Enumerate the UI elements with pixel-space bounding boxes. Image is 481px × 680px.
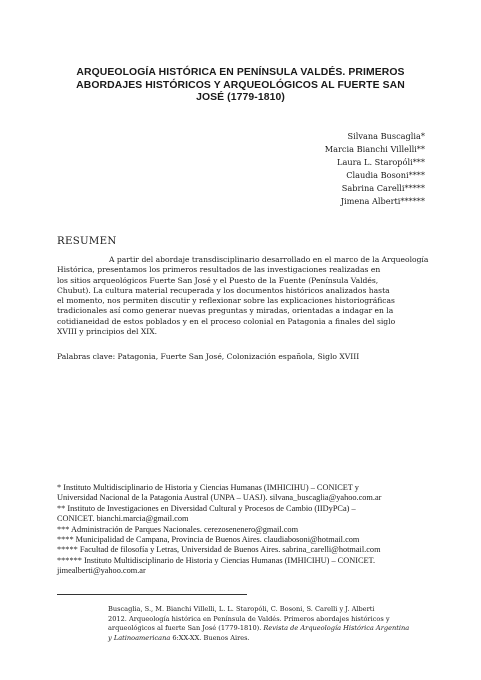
citation-line: Buscaglia, S., M. Bianchi Villelli, L. L. Staropóli, C. Bosoni, S. Carelli y J. Alberti — [108, 605, 375, 613]
title-line: JOSÉ (1779-1810) — [196, 92, 285, 103]
affiliation-line: *** Administración de Parques Nacionales. cerezosenenero@gmail.com — [57, 524, 299, 534]
abstract-line: Chubut). La cultura material recuperada y los documentos históricos analizados hasta — [57, 285, 390, 295]
abstract-line: tradicionales así como generar nuevas preguntas y miradas, orientadas a indagar en la — [57, 306, 394, 316]
article-title — [50, 67, 431, 105]
affiliation-line: Universidad Nacional de la Patagonia Austral (UNPA – UASJ). silvana_buscaglia@yahoo.com.ar — [57, 493, 382, 503]
citation-text: 6:XX-XX. Buenos Aires. — [170, 633, 250, 642]
title-line: ARQUEOLOGÍA HISTÓRICA EN PENÍNSULA VALDÉS. PRIMEROS — [76, 67, 405, 78]
affiliation-footnotes — [57, 483, 437, 577]
author-name: Jimena Alberti****** — [340, 196, 425, 206]
author-name: Sabrina Carelli***** — [341, 183, 425, 193]
author-list — [325, 130, 425, 208]
keywords: Palabras clave: Patagonia, Fuerte San José, Colonización española, Siglo XVIII — [57, 352, 360, 361]
author-name: Laura L. Staropóli*** — [337, 157, 425, 167]
abstract-line: A partir del abordaje transdisciplinario desarrollado en el marco de la Arqueología — [109, 255, 429, 264]
abstract-line: los sitios arqueológicos Fuerte San José y el Puesto de la Fuente (Península Valdés, — [57, 275, 379, 285]
abstract-line: cotidianeidad de estos poblados y en el proceso colonial en Patagonia a finales del siglo — [57, 316, 396, 326]
journal-title-continued: y Latinoamericana — [108, 633, 171, 642]
citation-text: arqueológicos al fuerte San José (1779-1810). — [108, 624, 264, 633]
journal-title: Revista de Arqueología Histórica Argentina — [263, 624, 410, 633]
affiliation-line: ***** Facultad de filosofía y Letras, Universidad de Buenos Aires. sabrina_carelli@hotmail.com — [57, 545, 381, 555]
citation-block — [108, 605, 426, 643]
abstract-line: Histórica, presentamos los primeros resultados de las investigaciones realizadas en — [57, 265, 381, 275]
citation-line — [108, 624, 426, 634]
title-line: ABORDAJES HISTÓRICOS Y ARQUEOLÓGICOS AL FUERTE SAN — [76, 79, 405, 91]
affiliation-line: ** Instituto de Investigaciones en Diversidad Cultural y Procesos de Cambio (IIDyPCa) – — [57, 503, 356, 513]
affiliation-line: **** Municipalidad de Campana, Provincia de Buenos Aires. claudiabosoni@hotmail.com — [57, 535, 360, 545]
abstract-heading: RESUMEN — [57, 236, 117, 247]
abstract-line: el momento, nos permiten discutir y reflexionar sobre las explicaciones historiográficas — [57, 296, 395, 306]
affiliation-line: CONICET. bianchi.marcia@gmail.com — [57, 514, 189, 524]
abstract-line: XVIII y principios del XIX. — [57, 327, 158, 337]
abstract-text — [57, 255, 429, 337]
author-name: Claudia Bosoni**** — [346, 170, 425, 180]
author-name: Marcia Bianchi Villelli** — [324, 144, 425, 154]
affiliation-line: * Instituto Multidisciplinario de Historia y Ciencias Humanas (IMHICIHU) – CONICET y — [57, 483, 359, 492]
author-name: Silvana Buscaglia* — [347, 131, 425, 141]
affiliation-line: ****** Instituto Multidisciplinario de Historia y Ciencias Humanas (IMHICIHU) – CONICET. — [57, 555, 376, 565]
citation-line: 2012. Arqueología histórica en Península de Valdés. Primeros abordajes históricos y — [108, 614, 390, 623]
affiliation-line: jimealberti@yahoo.com.ar — [57, 566, 146, 576]
footnote-divider — [57, 594, 247, 595]
citation-line — [108, 634, 426, 644]
